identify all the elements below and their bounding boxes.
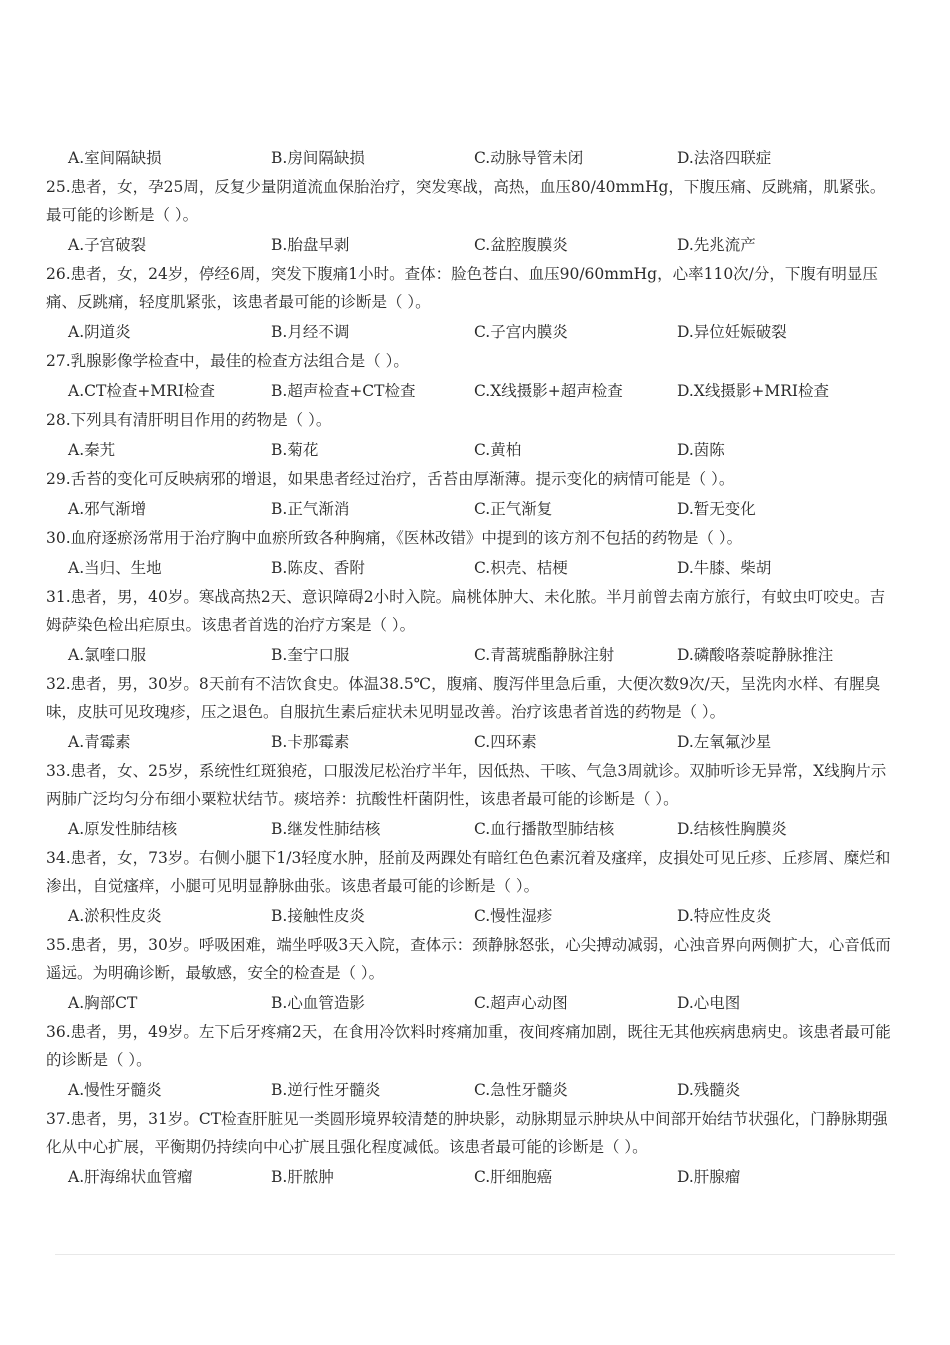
option-a: A.淤积性皮炎 — [68, 907, 162, 925]
option-a: A.邪气渐增 — [68, 500, 147, 518]
option-d: D.肝腺瘤 — [677, 1168, 741, 1186]
question-29-stem: 29.舌苔的变化可反映病邪的增退，如果患者经过治疗，舌苔由厚渐薄。提示变化的病情可能是（ ）。 — [46, 470, 735, 488]
option-b: B.超声检查+CT检查 — [271, 382, 416, 400]
options-row — [46, 1074, 891, 1104]
option-d: D.心电图 — [677, 994, 741, 1012]
options-row — [46, 493, 891, 523]
question-list — [46, 142, 891, 1192]
question-37-stem: 37.患者，男，31岁。CT检查肝脏见一类圆形境界较清楚的肿块影，动脉期显示肿块从中间部开始结节状强化，门静脉期强化从中心扩展，平衡期仍持续向中心扩展且强化程度减低。该患者最可能的诊断是（ ）。 — [46, 1110, 888, 1156]
option-c: C.青蒿琥酯静脉注射 — [474, 646, 615, 664]
options-row — [46, 375, 891, 405]
options-row — [46, 726, 891, 756]
question-27-stem: 27.乳腺影像学检查中，最佳的检查方法组合是（ ）。 — [46, 352, 409, 370]
option-d: D.磷酸咯萘啶静脉推注 — [677, 646, 834, 664]
option-d: D.特应性皮炎 — [677, 907, 772, 925]
option-b: B.继发性肺结核 — [271, 820, 381, 838]
options-row — [46, 987, 891, 1017]
option-c: C.超声心动图 — [474, 994, 568, 1012]
option-b: B.房间隔缺损 — [271, 149, 365, 167]
option-b: B.逆行性牙髓炎 — [271, 1081, 381, 1099]
question-32-stem: 32.患者，男，30岁。8天前有不洁饮食史。体温38.5℃，腹痛、腹泻伴里急后重，大便次数9次/天，呈洗肉水样、有腥臭味，皮肤可见玫瑰疹，压之退色。自服抗生素后症状未见明显改善。治疗该患者首选的药物是（ ）。 — [46, 675, 881, 721]
option-b: B.肝脓肿 — [271, 1168, 334, 1186]
question-35-stem: 35.患者，男，30岁。呼吸困难，端坐呼吸3天入院，查体示：颈静脉怒张，心尖搏动减弱，心浊音界向两侧扩大，心音低而遥远。为明确诊断，最敏感，安全的检查是（ ）。 — [46, 936, 891, 982]
options-row — [46, 813, 891, 843]
option-a: A.原发性肺结核 — [68, 820, 178, 838]
option-c: C.肝细胞癌 — [474, 1168, 553, 1186]
question-34-stem: 34.患者，女，73岁。右侧小腿下1/3轻度水肿，胫前及两踝处有暗红色色素沉着及瘙痒，皮損处可见丘疹、丘疹屑、糜烂和渗出，自觉瘙痒，小腿可见明显静脉曲张。该患者最可能的诊断是（ ）。 — [46, 849, 891, 895]
option-a: A.秦艽 — [68, 441, 116, 459]
option-a: A.胸部CT — [68, 994, 138, 1012]
option-d: D.茵陈 — [677, 441, 725, 459]
option-a: A.子宫破裂 — [68, 236, 147, 254]
option-c: C.黄柏 — [474, 441, 522, 459]
footer-divider — [55, 1254, 895, 1255]
options-row — [46, 639, 891, 669]
option-b: B.接触性皮炎 — [271, 907, 365, 925]
option-a: A.当归、生地 — [68, 559, 162, 577]
question-36-stem: 36.患者，男，49岁。左下后牙疼痛2天，在食用冷饮料时疼痛加重，夜间疼痛加剧，既往无其他疾病患病史。该患者最可能的诊断是（ ）。 — [46, 1023, 891, 1069]
options-row — [46, 434, 891, 464]
option-c: C.慢性湿疹 — [474, 907, 553, 925]
option-b: B.卡那霉素 — [271, 733, 350, 751]
option-c: C.血行播散型肺结核 — [474, 820, 615, 838]
question-26-stem: 26.患者，女，24岁，停经6周，突发下腹痛1小时。查体：脸色苍白、血压90/60mmHg，心率110次/分，下腹有明显压痛、反跳痛，轻度肌紧张，该患者最可能的诊断是（ ）。 — [46, 265, 878, 311]
option-d: D.左氧氟沙星 — [677, 733, 772, 751]
option-b: B.正气渐消 — [271, 500, 350, 518]
option-d: D.异位妊娠破裂 — [677, 323, 787, 341]
option-d: D.暂无变化 — [677, 500, 756, 518]
option-d: D.X线摄影+MRI检查 — [677, 382, 829, 400]
option-a: A.青霉素 — [68, 733, 131, 751]
option-b: B.月经不调 — [271, 323, 350, 341]
option-a: A.慢性牙髓炎 — [68, 1081, 162, 1099]
option-c: C.子宫内膜炎 — [474, 323, 568, 341]
question-31-stem: 31.患者，男，40岁。寒战高热2天、意识障碍2小时入院。扁桃体肿大、未化脓。半月前曾去南方旅行，有蚊虫叮咬史。吉姆萨染色检出疟原虫。该患者首选的治疗方案是（ ）。 — [46, 588, 886, 634]
options-row — [46, 900, 891, 930]
option-b: B.奎宁口服 — [271, 646, 350, 664]
question-30-stem: 30.血府逐瘀汤常用于治疗胸中血瘀所致各种胸痛，《医林改错》中提到的该方剂不包括的药物是（ ）。 — [46, 529, 743, 547]
options-row — [46, 316, 891, 346]
option-a: A.肝海绵状血管瘤 — [68, 1168, 193, 1186]
option-b: B.菊花 — [271, 441, 319, 459]
option-b: B.陈皮、香附 — [271, 559, 365, 577]
option-c: C.枳壳、桔梗 — [474, 559, 568, 577]
options-row — [46, 142, 891, 172]
option-d: D.结核性胸膜炎 — [677, 820, 787, 838]
option-a: A.氯喹口服 — [68, 646, 147, 664]
option-a: A.CT检查+MRI检查 — [68, 382, 215, 400]
option-a: A.阴道炎 — [68, 323, 131, 341]
option-c: C.四环素 — [474, 733, 537, 751]
question-25-stem: 25.患者，女，孕25周，反复少量阴道流血保胎治疗，突发寒战，高热，血压80/40mmHg，下腹压痛、反跳痛，肌紧张。最可能的诊断是（ ）。 — [46, 178, 886, 224]
option-a: A.室间隔缺损 — [68, 149, 162, 167]
options-row — [46, 1161, 891, 1191]
option-c: C.盆腔腹膜炎 — [474, 236, 568, 254]
option-d: D.先兆流产 — [677, 236, 756, 254]
options-row — [46, 552, 891, 582]
options-row — [46, 229, 891, 259]
option-c: C.动脉导管未闭 — [474, 149, 584, 167]
option-c: C.正气渐复 — [474, 500, 553, 518]
option-c: C.急性牙髓炎 — [474, 1081, 568, 1099]
option-d: D.残髓炎 — [677, 1081, 741, 1099]
question-33-stem: 33.患者，女、25岁，系统性红斑狼疮，口服泼尼松治疗半年，因低热、干咳、气急3周就诊。双肺听诊无异常，X线胸片示两肺广泛均匀分布细小粟粒状结节。痰培养：抗酸性杆菌阴性，该患者最可能的诊断是（ ）。 — [46, 762, 887, 808]
question-28-stem: 28.下列具有清肝明目作用的药物是（ ）。 — [46, 411, 332, 429]
option-d: D.牛膝、柴胡 — [677, 559, 772, 577]
option-b: B.心血管造影 — [271, 994, 365, 1012]
option-c: C.X线摄影+超声检查 — [474, 382, 623, 400]
option-b: B.胎盘早剥 — [271, 236, 350, 254]
option-d: D.法洛四联症 — [677, 149, 772, 167]
